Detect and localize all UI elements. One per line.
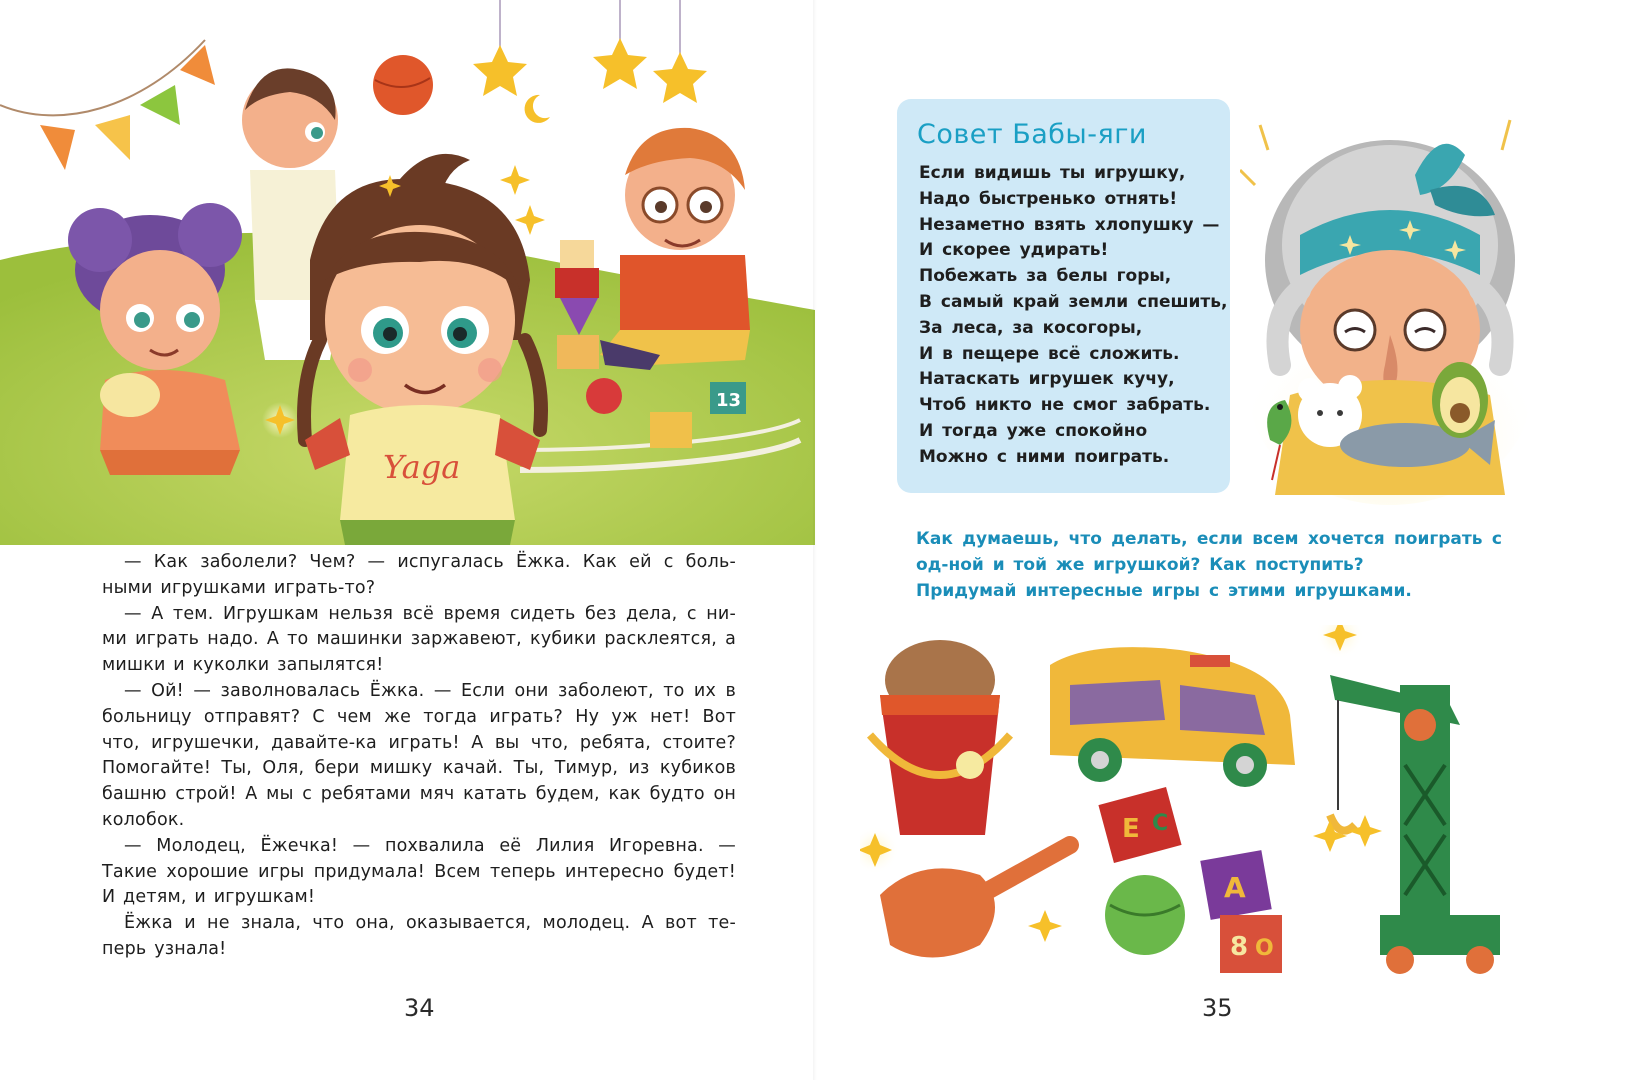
poem-line: За леса, за косогоры, — [919, 317, 1143, 338]
poem-line: Натаскать игрушек кучу, — [919, 369, 1175, 390]
poem-line: Чтоб никто не смог забрать. — [919, 395, 1211, 416]
question-line: Придумай интересные игры с этими игрушками. — [916, 580, 1412, 601]
poem-line: Побежать за белы горы, — [919, 266, 1172, 287]
cube-digit-8: 8 — [1230, 932, 1249, 962]
page-number-right: 35 — [1202, 994, 1233, 1022]
story-paragraph: — Как заболели? Чем? — испугалась Ёжка. Как ей с боль-ными игрушками играть-то? — [102, 552, 736, 598]
cube-letter-s: С — [1152, 811, 1169, 836]
baba-yaga-illustration — [1240, 95, 1540, 515]
question-text — [916, 527, 1502, 604]
page-number-left: 34 — [404, 994, 435, 1022]
poem-line: В самый край земли спешить, — [919, 291, 1228, 312]
advice-title: Совет Бабы-яги — [917, 119, 1147, 150]
story-paragraph: — Молодец, Ёжечка! — похвалила её Лилия Игоревна. — Такие хорошие игры придумала! Всем теперь интересно будет! И детям, и игрушкам! — [102, 835, 736, 908]
advice-poem — [919, 161, 1228, 471]
toys-illustration — [860, 625, 1580, 1015]
advice-box — [897, 99, 1230, 493]
story-paragraph: Ёжка и не знала, что она, оказывается, молодец. А вот те-перь узнала! — [102, 913, 736, 959]
poem-line: Можно с ними поиграть. — [919, 446, 1170, 467]
story-paragraph: — Ой! — заволновалась Ёжка. — Если они заболеют, то их в больницу отправят? С чем же тогда играть? Ну уж нет! Вот что, игрушечки, давайте-ка играть! А вы что, ребята, стоите? Помогайте! Ты, Оля, бери мишку качай. Ты, Тимур, из кубиков башню строй! А мы с ребятами мяч катать будем, как будто он колобок. — [102, 680, 736, 830]
story-paragraph: — А тем. Игрушкам нельзя всё время сидеть без дела, с ни-ми играть надо. А то машинки заржавеют, кубики расклеятся, а мишки и куколки запылятся! — [102, 603, 736, 676]
cube-letter-o: О — [1255, 936, 1274, 961]
number-cube-text: 13 — [716, 390, 742, 411]
cube-letter-e: Е — [1122, 814, 1140, 844]
poem-line: И тогда уже спокойно — [919, 420, 1148, 441]
shirt-text: Yaga — [383, 448, 461, 486]
poem-line: И в пещере всё сложить. — [919, 343, 1180, 364]
poem-line: И скорее удирать! — [919, 240, 1109, 261]
cube-letter-a: А — [1224, 871, 1246, 904]
poem-line: Надо быстренько отнять! — [919, 188, 1178, 209]
question-line: Как думаешь, что делать, если всем хочется поиграть с од-ной и той же игрушкой? Как поступить? — [916, 529, 1502, 575]
poem-line: Незаметно взять хлопушку — — [919, 214, 1220, 235]
poem-line: Если видишь ты игрушку, — [919, 163, 1186, 183]
